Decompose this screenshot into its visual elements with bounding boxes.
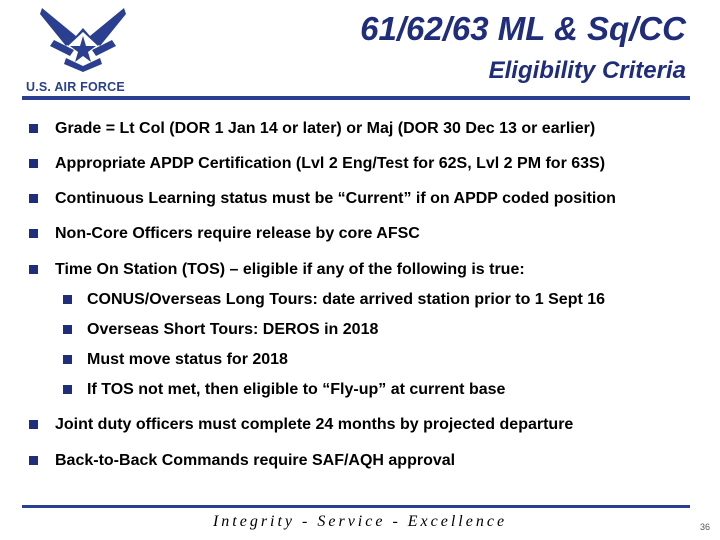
sub-bullet-item: [87, 291, 605, 309]
bullet-square-icon: [29, 194, 38, 203]
bullet-item: [55, 225, 420, 243]
slide-subtitle: Eligibility Criteria: [488, 57, 686, 84]
sub-bullet-item: [87, 351, 288, 369]
header-divider: [22, 96, 690, 100]
bullet-square-icon: [63, 295, 72, 304]
bullet-square-icon: [29, 265, 38, 274]
bullet-text: Back-to-Back Commands require SAF/AQH approval: [55, 452, 456, 469]
bullet-text: Joint duty officers must complete 24 months by projected departure: [55, 416, 574, 433]
bullet-square-icon: [29, 159, 38, 168]
bullet-text: Time On Station (TOS) – eligible if any of the following is true:: [55, 261, 525, 278]
logo-wordmark: U.S. AIR FORCE: [26, 80, 125, 94]
sub-bullet-item: [87, 321, 378, 339]
air-force-symbol-icon: [40, 6, 126, 72]
bullet-square-icon: [63, 355, 72, 364]
air-force-logo: [22, 6, 142, 94]
bullet-text: If TOS not met, then eligible to “Fly-up” at current base: [87, 381, 506, 398]
bullet-text: Overseas Short Tours: DEROS in 2018: [87, 321, 379, 338]
bullet-item: [55, 416, 573, 434]
footer-motto: Integrity - Service - Excellence: [212, 513, 508, 530]
bullet-text: Continuous Learning status must be “Current” if on APDP coded position: [55, 190, 616, 207]
bullet-text: Appropriate APDP Certification (Lvl 2 Eng/Test for 62S, Lvl 2 PM for 63S): [55, 155, 606, 172]
bullet-square-icon: [63, 325, 72, 334]
bullet-item: [55, 120, 595, 138]
bullet-item: [55, 155, 605, 173]
bullet-square-icon: [29, 124, 38, 133]
bullet-text: Grade = Lt Col (DOR 1 Jan 14 or later) or Maj (DOR 30 Dec 13 or earlier): [55, 120, 596, 137]
bullet-square-icon: [63, 385, 72, 394]
page-number: 36: [699, 522, 710, 532]
bullet-text: Must move status for 2018: [87, 351, 288, 368]
bullet-item: [55, 261, 525, 279]
bullet-text: CONUS/Overseas Long Tours: date arrived station prior to 1 Sept 16: [87, 291, 606, 308]
bullet-square-icon: [29, 229, 38, 238]
bullet-square-icon: [29, 420, 38, 429]
bullet-item: [55, 190, 616, 208]
bullet-text: Non-Core Officers require release by core AFSC: [55, 225, 420, 242]
bullet-item: [55, 452, 455, 470]
bullet-square-icon: [29, 456, 38, 465]
sub-bullet-item: [87, 381, 505, 399]
slide-title: 61/62/63 ML & Sq/CC: [360, 10, 686, 47]
footer-divider: [22, 505, 690, 508]
